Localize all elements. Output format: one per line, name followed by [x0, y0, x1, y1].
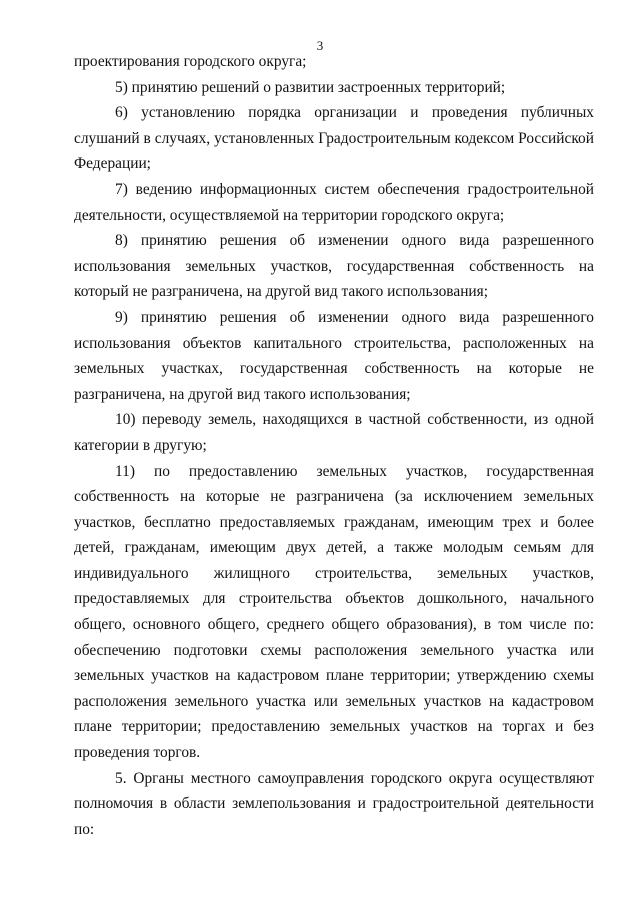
paragraph-item-11: 11) по предоставлению земельных участков, государственная собственность на которые не разграничена (за исключением земельных участков, бесплатно предоставляемых гражданам, имеющим трех и более детей, гражданам, имеющим двух детей, а также молодым семьям для индивидуального жилищного строительства, земельных участков, предоставляемых для строительства объектов дошкольного, начального общего, основного общего, среднего общего образования), в том числе по: обеспечению подготовки схемы расположения земельного участка или земельных участков на кадастровом плане территории; утверждению схемы расположения земельного участка или земельных участков на кадастровом плане территории; предоставлению земельных участков на торгах и без проведения торгов. — [74, 462, 594, 762]
paragraph-item-5: 5) принятию решений о развитии застроенных территорий; — [115, 78, 506, 96]
page-number: 3 — [316, 38, 324, 53]
paragraph-item-8: 8) принятию решения об изменении одного вида разрешенного использования земельных участков, государственная собственность на который не разграничена, на другой вид такого использования; — [74, 232, 594, 301]
paragraph-section-5: 5. Органы местного самоуправления городского округа осуществляют полномочия в области землепользования и градостроительной деятельности по: — [74, 769, 594, 838]
paragraph-item-7: 7) ведению информационных систем обеспечения градостроительной деятельности, осуществляемой на территории городского округа; — [74, 180, 594, 224]
paragraph-continuation: проектирования городского округа; — [74, 53, 307, 70]
paragraph-item-10: 10) переводу земель, находящихся в частной собственности, из одной категории в другую; — [74, 411, 594, 454]
paragraph-item-9: 9) принятию решения об изменении одного вида разрешенного использования объектов капитального строительства, расположенных на земельных участках, государственная собственность на которые не разграничена, на другой вид такого использования; — [74, 308, 594, 403]
document-body — [74, 49, 594, 842]
paragraph-item-6: 6) установлению порядка организации и проведения публичных слушаний в случаях, установленных Градостроительным кодексом Российской Федерации; — [74, 104, 594, 173]
